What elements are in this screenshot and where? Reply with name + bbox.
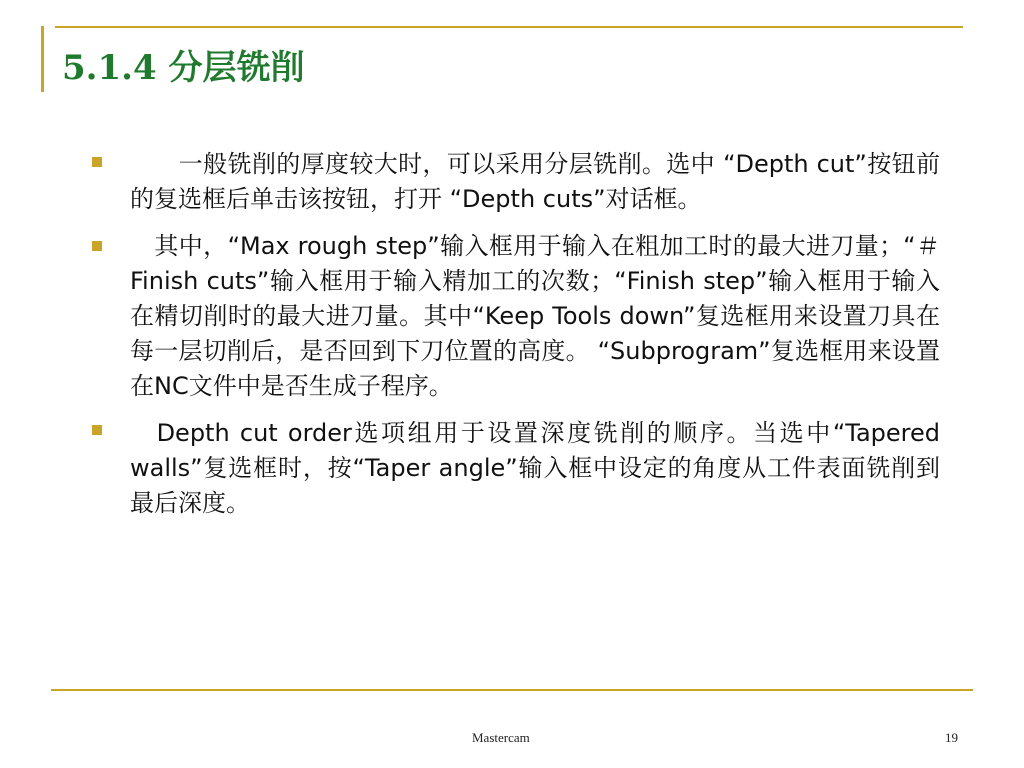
footer-text: Mastercam: [472, 730, 530, 745]
bottom-rule: [51, 689, 973, 691]
bullet-item: [80, 416, 940, 521]
page-number: 19: [945, 730, 958, 745]
slide-title: 5.1.4 分层铣削: [62, 48, 305, 88]
square-bullet-icon: [92, 241, 102, 251]
bullet-item: [80, 229, 940, 404]
bullet-item: [80, 147, 940, 217]
bullet-text: 一般铣削的厚度较大时，可以采用分层铣削。选中 “Depth cut”按钮前的复选框后单击该按钮，打开 “Depth cuts”对话框。: [130, 150, 940, 213]
bullet-list: [80, 147, 940, 533]
square-bullet-icon: [92, 425, 102, 435]
square-bullet-icon: [92, 157, 102, 167]
title-accent-bar: [41, 26, 44, 92]
top-rule: [55, 26, 963, 28]
bullet-text: Depth cut order选项组用于设置深度铣削的顺序。当选中“Tapered walls”复选框时，按“Taper angle”输入框中设定的角度从工件表面铣削到最后深度。: [130, 419, 940, 517]
bullet-text: 其中，“Max rough step”输入框用于输入在粗加工时的最大进刀量；“＃Finish cuts”输入框用于输入精加工的次数；“Finish step”输入框用于输入在精切削时的最大进刀量。其中“Keep Tools down”复选框用来设置刀具在每一层切削后，是否回到下刀位置的高度。 “Subprogram”复选框用来设置在NC文件中是否生成子程序。: [130, 232, 940, 400]
